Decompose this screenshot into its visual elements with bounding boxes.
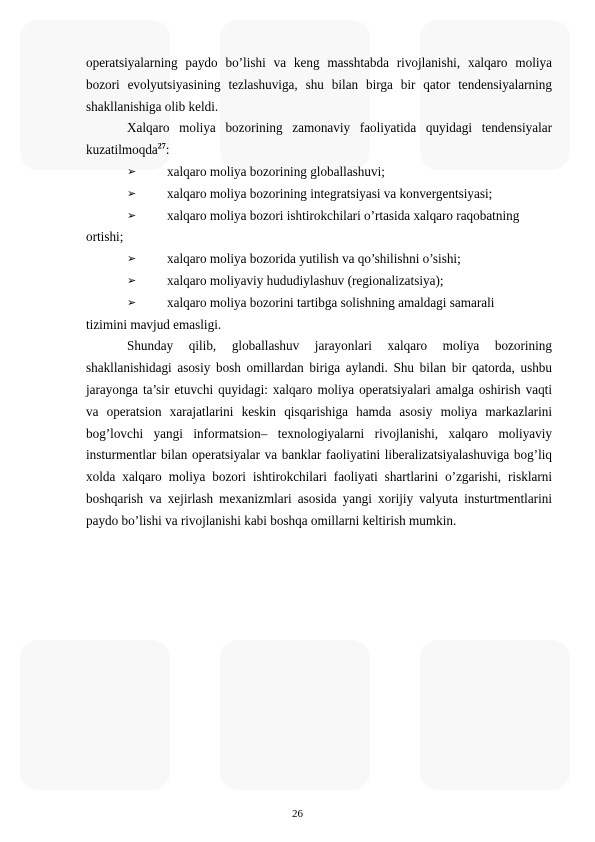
list-item-continuation: ortishi; (86, 229, 124, 245)
trends-lead-text: Xalqaro moliya bozorining zamonaviy faoliyatida quyidagi tendensiyalar kuzatilmoqda (86, 120, 552, 158)
list-item-first-line (86, 205, 552, 227)
page-number: 26 (292, 808, 303, 820)
list-item (86, 183, 552, 205)
list-item-text: xalqaro moliya bozori ishtirokchilari o’rtasida xalqaro raqobatning (167, 207, 520, 223)
arrow-bullet-icon: ➢ (127, 186, 137, 200)
paragraph-conclusion: Shunday qilib, globallashuv jarayonlari xalqaro moliya bozorining shakllanishidagi asosiy bosh omillardan biriga aylandi. Shu bilan bir qatorda, ushbu jarayonga ta’sir etuvchi quyidagi: xalqaro moliya operatsiyalari amalga oshirish vaqti va operatsion xarajatlarini keskin qisqarishiga hamda asosiy moliya markazlarini bog’lovchi yangi informatsion– texnologiyalarni rivojlanishi, xalqaro moliyaviy insturmentlar bilan operatsiyalar va banklar faoliyatini liberalizatsiyalashuviga bog’liq xolda xalqaro moliya bozori ishtirokchilari faoliyati shartlarini o’zgarishi, risklarni boshqarish va xejirlash mexanizmlari asosida yangi xorijiy valyuta insturtmentlarini paydo bo’lishi va rivojlanishi kabi boshqa omillarni keltirish mumkin. (86, 338, 552, 528)
arrow-bullet-icon: ➢ (127, 273, 137, 287)
trends-lead-colon: : (165, 142, 170, 158)
list-item (86, 161, 552, 183)
list-item (86, 292, 552, 336)
trends-list (86, 161, 552, 335)
page-content (86, 52, 552, 532)
arrow-bullet-icon: ➢ (127, 252, 137, 266)
list-item-text: xalqaro moliya bozorida yutilish va qo’shilishni o’sishi; (167, 251, 461, 267)
arrow-bullet-icon: ➢ (127, 208, 137, 222)
arrow-bullet-icon: ➢ (127, 164, 137, 178)
list-item (86, 270, 552, 292)
footnote-marker[interactable]: 27 (157, 141, 166, 151)
paragraph-trends-lead (86, 117, 552, 161)
watermark-shape (220, 640, 370, 790)
list-item-text: xalqaro moliyaviy hududiylashuv (regionalizatsiya); (167, 272, 444, 288)
list-item (86, 205, 552, 249)
paragraph-intro: operatsiyalarning paydo bo’lishi va keng masshtabda rivojlanishi, xalqaro moliya bozori evolyutsiyasining tezlashuviga, shu bilan birga bir qator tendensiyalarning shakllanishiga olib keldi. (86, 55, 552, 114)
arrow-bullet-icon: ➢ (127, 295, 137, 309)
list-item-text: xalqaro moliya bozorining integratsiyasi va konvergentsiyasi; (167, 185, 493, 201)
watermark-shape (20, 640, 170, 790)
list-item-text: xalqaro moliya bozorini tartibga solishning amaldagi samarali (167, 294, 495, 310)
list-item-text: xalqaro moliya bozorining globallashuvi; (167, 163, 385, 179)
list-item-continuation: tizimini mavjud emasligi. (86, 316, 222, 332)
watermark-shape (420, 640, 570, 790)
list-item-first-line (86, 292, 552, 314)
list-item (86, 248, 552, 270)
